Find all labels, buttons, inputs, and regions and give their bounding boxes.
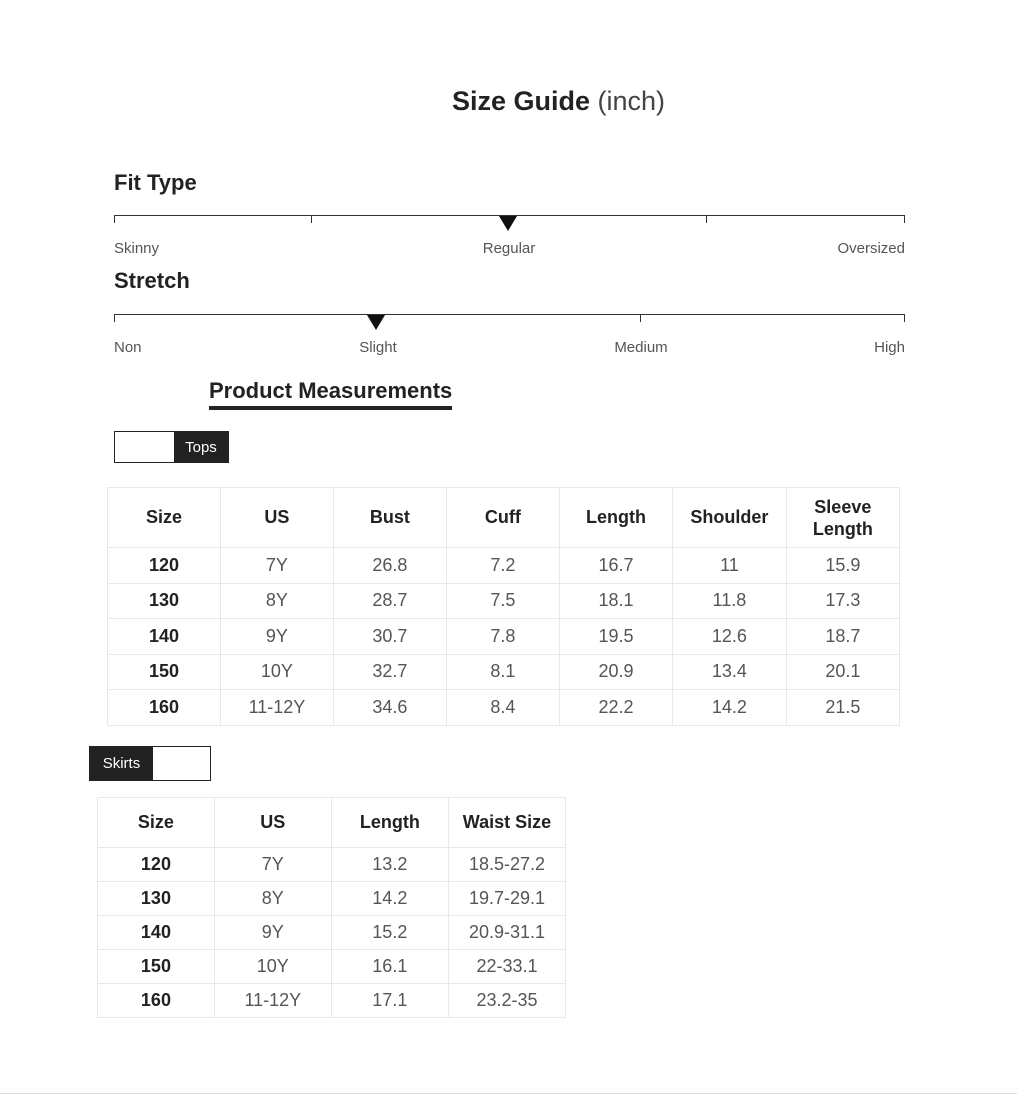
skirts-col-length: Length	[331, 798, 448, 848]
table-row	[98, 848, 566, 882]
length-cell: 14.2	[331, 882, 448, 916]
shoulder-cell: 12.6	[673, 619, 787, 655]
us-cell: 9Y	[214, 916, 331, 950]
sleeve-length-cell: 18.7	[786, 619, 899, 655]
fit-label-oversized: Oversized	[837, 240, 905, 257]
scale-tick	[640, 314, 641, 322]
length-cell: 20.9	[559, 654, 672, 690]
length-cell: 22.2	[559, 690, 672, 726]
stretch-label-non: Non	[114, 339, 142, 356]
us-cell: 11-12Y	[220, 690, 333, 726]
cuff-cell: 7.5	[446, 583, 559, 619]
page-title	[0, 86, 1017, 117]
scale-tick	[114, 314, 115, 322]
cuff-cell: 7.8	[446, 619, 559, 655]
table-row	[98, 950, 566, 984]
sleeve-length-cell: 20.1	[786, 654, 899, 690]
bust-cell: 32.7	[333, 654, 446, 690]
title-unit: (inch)	[590, 86, 666, 116]
title-main: Size Guide	[451, 86, 591, 116]
stretch-marker-icon	[367, 315, 385, 330]
product-measurements-heading: Product Measurements	[209, 378, 452, 410]
table-row	[108, 690, 900, 726]
stretch-label-medium: Medium	[614, 339, 668, 356]
skirts-tag-label: Skirts	[90, 747, 153, 780]
table-row	[98, 984, 566, 1018]
tops-col-cuff: Cuff	[446, 488, 559, 548]
shoulder-cell: 11.8	[673, 583, 787, 619]
tag-blank	[153, 747, 210, 780]
size-cell: 160	[108, 690, 221, 726]
fit-type-marker-icon	[499, 216, 517, 231]
skirts-col-us: US	[214, 798, 331, 848]
scale-tick	[904, 215, 905, 223]
us-cell: 10Y	[220, 654, 333, 690]
size-cell: 130	[98, 882, 215, 916]
table-row	[98, 882, 566, 916]
shoulder-cell: 13.4	[673, 654, 787, 690]
bust-cell: 34.6	[333, 690, 446, 726]
stretch-label-high: High	[874, 339, 905, 356]
tops-col-shoulder: Shoulder	[673, 488, 787, 548]
length-cell: 19.5	[559, 619, 672, 655]
cuff-cell: 8.4	[446, 690, 559, 726]
us-cell: 7Y	[220, 548, 333, 584]
waist-size-cell: 19.7-29.1	[448, 882, 565, 916]
cuff-cell: 8.1	[446, 654, 559, 690]
cuff-cell: 7.2	[446, 548, 559, 584]
tops-tag-label: Tops	[174, 432, 228, 462]
stretch-label-slight: Slight	[359, 339, 397, 356]
bust-cell: 28.7	[333, 583, 446, 619]
us-cell: 8Y	[220, 583, 333, 619]
length-cell: 17.1	[331, 984, 448, 1018]
size-cell: 130	[108, 583, 221, 619]
fit-type-scale	[114, 215, 905, 225]
shoulder-cell: 11	[673, 548, 787, 584]
skirts-col-size: Size	[98, 798, 215, 848]
length-cell: 16.1	[331, 950, 448, 984]
fit-label-regular: Regular	[482, 240, 536, 257]
length-cell: 18.1	[559, 583, 672, 619]
table-row	[108, 654, 900, 690]
table-row	[98, 916, 566, 950]
scale-tick	[311, 215, 312, 223]
skirts-table	[97, 797, 566, 1018]
sleeve-length-cell: 21.5	[786, 690, 899, 726]
tag-blank	[115, 432, 174, 462]
tops-table	[107, 487, 900, 726]
table-row	[108, 583, 900, 619]
size-cell: 160	[98, 984, 215, 1018]
us-cell: 8Y	[214, 882, 331, 916]
tops-col-size: Size	[108, 488, 221, 548]
tops-col-bust: Bust	[333, 488, 446, 548]
sleeve-length-cell: 17.3	[786, 583, 899, 619]
waist-size-cell: 18.5-27.2	[448, 848, 565, 882]
waist-size-cell: 22-33.1	[448, 950, 565, 984]
length-cell: 15.2	[331, 916, 448, 950]
length-cell: 13.2	[331, 848, 448, 882]
size-cell: 120	[98, 848, 215, 882]
tops-col-us: US	[220, 488, 333, 548]
us-cell: 11-12Y	[214, 984, 331, 1018]
bust-cell: 30.7	[333, 619, 446, 655]
skirts-col-waist-size: Waist Size	[448, 798, 565, 848]
waist-size-cell: 20.9-31.1	[448, 916, 565, 950]
stretch-heading: Stretch	[114, 268, 190, 293]
tops-col-sleeve-length: Sleeve Length	[786, 488, 899, 548]
scale-tick	[706, 215, 707, 223]
sleeve-length-cell: 15.9	[786, 548, 899, 584]
length-cell: 16.7	[559, 548, 672, 584]
shoulder-cell: 14.2	[673, 690, 787, 726]
table-row	[108, 548, 900, 584]
scale-tick	[114, 215, 115, 223]
fit-type-heading: Fit Type	[114, 170, 197, 195]
size-cell: 150	[98, 950, 215, 984]
stretch-scale-line	[114, 314, 905, 315]
size-cell: 120	[108, 548, 221, 584]
tops-col-length: Length	[559, 488, 672, 548]
us-cell: 10Y	[214, 950, 331, 984]
tops-header-row	[108, 488, 900, 548]
us-cell: 9Y	[220, 619, 333, 655]
fit-label-skinny: Skinny	[114, 240, 160, 257]
tops-tag	[114, 431, 229, 463]
waist-size-cell: 23.2-35	[448, 984, 565, 1018]
skirts-header-row	[98, 798, 566, 848]
size-cell: 140	[108, 619, 221, 655]
size-cell: 150	[108, 654, 221, 690]
page-bottom-divider	[0, 1093, 1017, 1094]
size-cell: 140	[98, 916, 215, 950]
stretch-scale	[114, 314, 905, 324]
bust-cell: 26.8	[333, 548, 446, 584]
us-cell: 7Y	[214, 848, 331, 882]
table-row	[108, 619, 900, 655]
skirts-tag	[89, 746, 211, 781]
scale-tick	[904, 314, 905, 322]
